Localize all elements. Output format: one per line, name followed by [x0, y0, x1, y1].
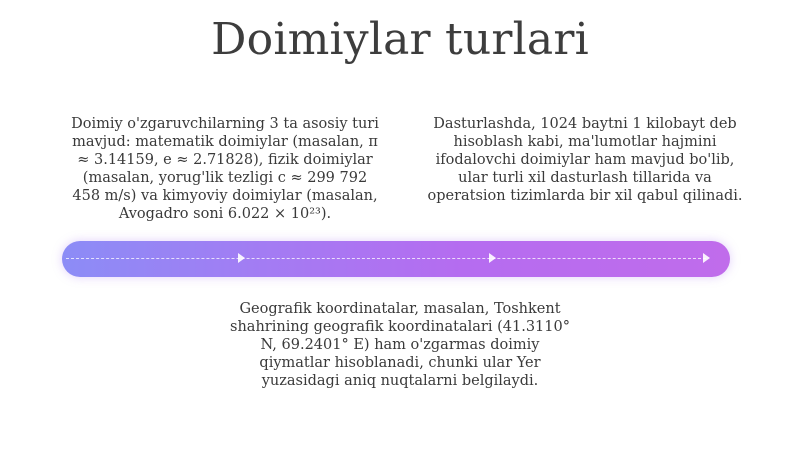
arrow-right-icon	[703, 253, 710, 263]
slide-title: Doimiylar turlari	[211, 14, 589, 65]
arrow-right-icon	[489, 253, 496, 263]
arrow-right-icon	[238, 253, 245, 263]
text-block-right: Dasturlashda, 1024 baytni 1 kilobayt deb hisoblash kabi, ma'lumotlar hajmini ifodalovchi doimiylar ham mavjud bo'lib, ular turli xil dasturlash tillarida va operatsion tizimlarda bir xil qabul qilinadi.	[427, 116, 743, 204]
text-block-left: Doimiy o'zgaruvchilarning 3 ta asosiy turi mavjud: matematik doimiylar (masalan, π ≈ 3.14159, e ≈ 2.71828), fizik doimiylar (masalan, yorug'lik tezligi c ≈ 299 792 458 m/s) va kimyoviy doimiylar (masalan, Avogadro soni 6.022 × 10²³).	[71, 116, 379, 222]
text-block-bottom: Geografik koordinatalar, masalan, Toshkent shahrining geografik koordinatalari (41.3110° N, 69.2401° E) ham o'zgarmas doimiy qiymatlar hisoblanadi, chunki ular Yer yuzasidagi aniq nuqtalarni belgilaydi.	[230, 301, 570, 389]
timeline-bar	[62, 241, 730, 277]
timeline-dashed-line	[66, 258, 706, 259]
